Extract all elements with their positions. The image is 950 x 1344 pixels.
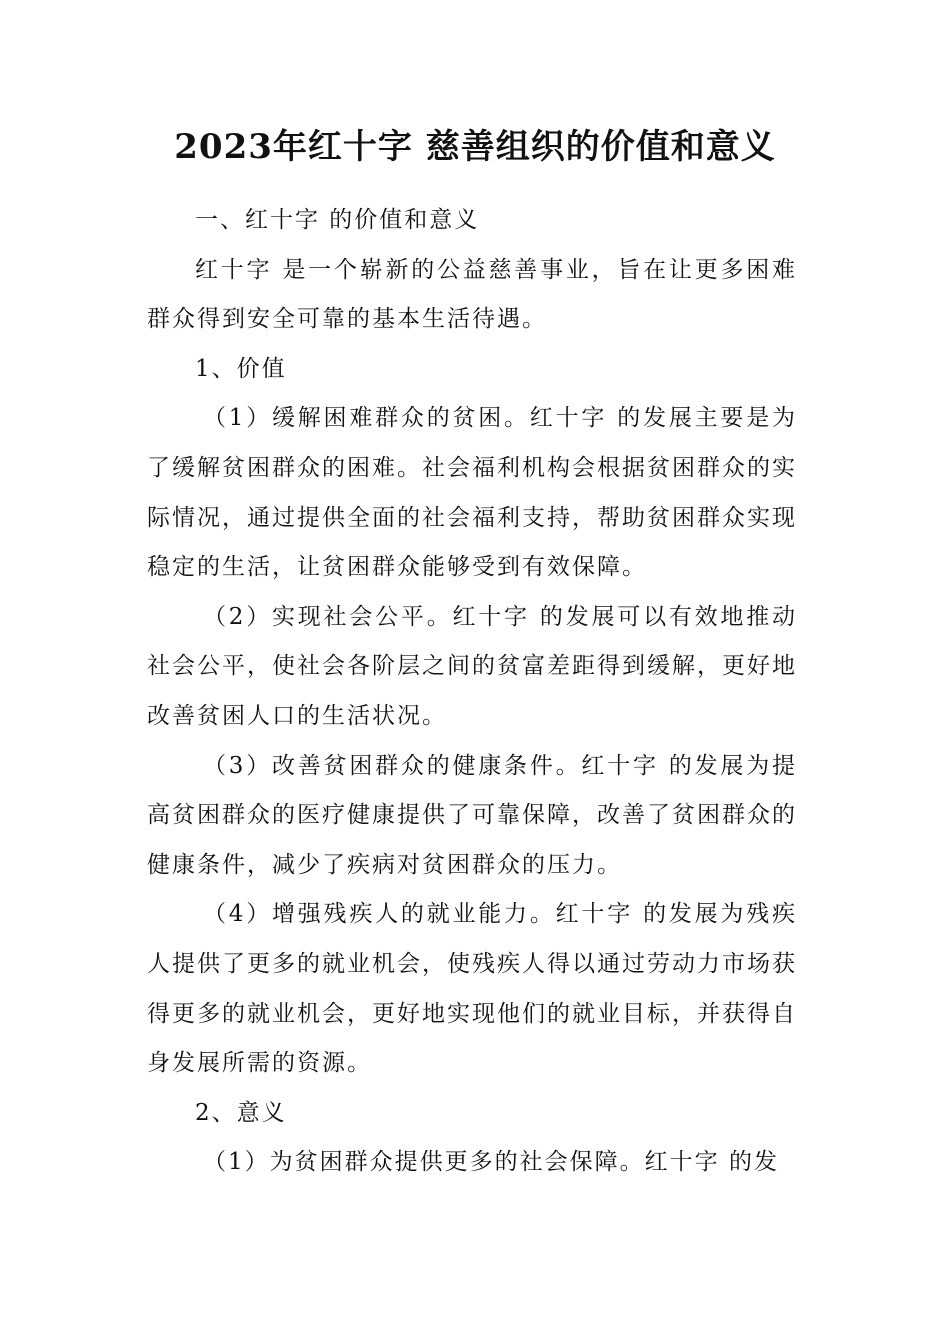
subsection-heading-value: 1、价值 [195,355,287,382]
value-item-1: （1）缓解困难群众的贫困。红十字 的发展主要是为了缓解贫困群众的困难。社会福利机构会根据贫困群众的实际情况，通过提供全面的社会福利支持，帮助贫困群众实现稳定的生活，让贫困群众能够受到有效保障。 [147,405,797,581]
document-body [147,196,797,1188]
intro-paragraph: 红十字 是一个崭新的公益慈善事业，旨在让更多困难群众得到安全可靠的基本生活待遇。 [147,256,797,333]
value-item-3: （3）改善贫困群众的健康条件。红十字 的发展为提高贫困群众的医疗健康提供了可靠保障，改善了贫困群众的健康条件，减少了疾病对贫困群众的压力。 [147,752,797,878]
document-title: 2023年红十字 慈善组织的价值和意义 [174,127,776,167]
subsection-heading-meaning: 2、意义 [195,1099,287,1126]
value-item-2: （2）实现社会公平。红十字 的发展可以有效地推动社会公平，使社会各阶层之间的贫富差距得到缓解，更好地改善贫困人口的生活状况。 [147,603,797,729]
value-item-4: （4）增强残疾人的就业能力。红十字 的发展为残疾人提供了更多的就业机会，使残疾人得以通过劳动力市场获得更多的就业机会，更好地实现他们的就业目标，并获得自身发展所需的资源。 [147,901,797,1077]
section-heading: 一、红十字 的价值和意义 [195,207,480,233]
meaning-item-1: （1）为贫困群众提供更多的社会保障。红十字 的发 [203,1149,779,1176]
